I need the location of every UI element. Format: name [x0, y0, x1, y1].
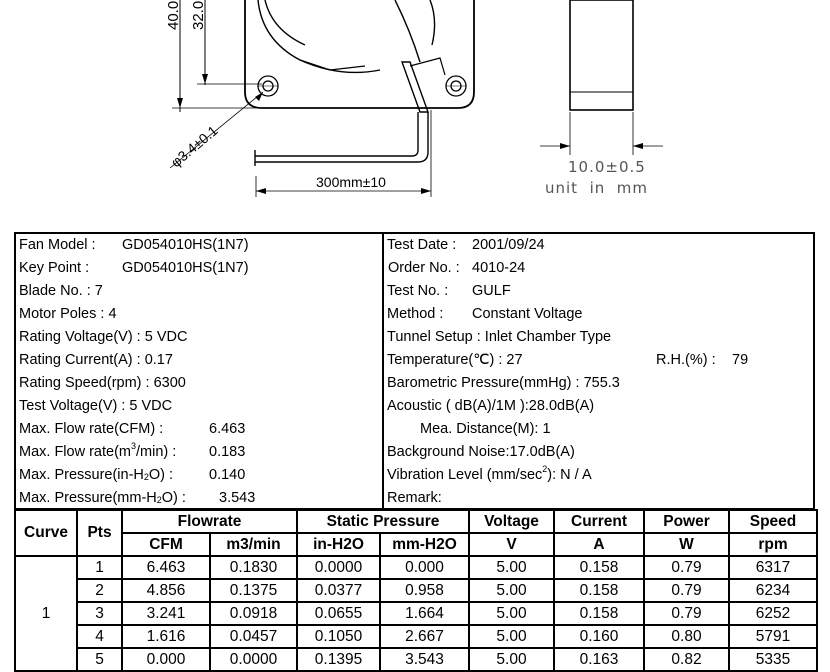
spec-label: Test No. :: [387, 283, 449, 299]
spec-value: Constant Voltage: [472, 306, 583, 322]
spec-label: Tunnel Setup : Inlet Chamber Type: [387, 329, 612, 345]
spec-label: Background Noise:17.0dB(A): [387, 444, 575, 460]
spec-row: [16, 257, 382, 280]
spec-row: [384, 418, 813, 441]
spec-extra-label: R.H.(%) :: [656, 352, 716, 368]
table-cell: 0.0377: [297, 579, 380, 602]
spec-panel: [14, 232, 815, 510]
spec-row: [384, 395, 813, 418]
table-cell: 0.79: [644, 556, 729, 579]
spec-row: [384, 280, 813, 303]
spec-label: Method :: [387, 306, 444, 322]
spec-value: 2001/09/24: [472, 237, 545, 253]
table-cell: 0.0000: [210, 648, 297, 671]
spec-label: Max. Flow rate(CFM) :: [19, 421, 164, 437]
dim-height-inner: 32.0: [190, 0, 207, 30]
spec-extra-value: 79: [732, 352, 749, 368]
header-static-pressure: Static Pressure: [297, 510, 469, 533]
table-cell: 2: [77, 579, 122, 602]
spec-label: Order No. :: [388, 260, 460, 276]
spec-row: [16, 372, 382, 395]
spec-label: Test Voltage(V) : 5 VDC: [19, 398, 173, 414]
table-row: [15, 625, 817, 648]
spec-label: Max. $Pressure(mm-H_2O)$ :: [19, 490, 186, 506]
table-cell: 5.00: [469, 648, 554, 671]
table-cell: 0.1375: [210, 579, 297, 602]
dim-cable-length: 300mm±10: [316, 174, 386, 190]
table-cell: 6252: [729, 602, 817, 625]
header-pts: Pts: [77, 510, 122, 556]
table-cell: 6.463: [122, 556, 210, 579]
header-speed: Speed: [729, 510, 817, 533]
unit-mmh2o: mm-H2O: [380, 533, 469, 556]
spec-row: [384, 372, 813, 395]
header-current: Current: [554, 510, 644, 533]
spec-row: [16, 326, 382, 349]
table-units-row: [15, 533, 817, 556]
spec-label: Key Point :: [19, 260, 90, 276]
dim-height-outer: 40.0: [165, 0, 182, 30]
table-cell: 5.00: [469, 579, 554, 602]
spec-label: Acoustic ( dB(A)/1M ):28.0dB(A): [387, 398, 595, 414]
table-row: [15, 648, 817, 671]
spec-value: 6.463: [209, 421, 246, 437]
table-cell: 0.79: [644, 602, 729, 625]
spec-value: GD054010HS(1N7): [122, 260, 249, 276]
spec-label: Mea. Distance(M): 1: [420, 421, 551, 437]
table-cell: 0.0655: [297, 602, 380, 625]
curve-number: 1: [15, 556, 77, 671]
unit-note: unit in mm: [545, 179, 649, 197]
table-cell: 3: [77, 602, 122, 625]
table-cell: 5.00: [469, 556, 554, 579]
spec-value: GULF: [472, 283, 511, 299]
spec-label: Barometric Pressure(mmHg) : 755.3: [387, 375, 620, 391]
table-cell: 1.664: [380, 602, 469, 625]
table-cell: 0.1395: [297, 648, 380, 671]
spec-row: [384, 326, 813, 349]
table-row: [15, 602, 817, 625]
table-cell: 4.856: [122, 579, 210, 602]
spec-label: Fan Model :: [19, 237, 96, 253]
header-power: Power: [644, 510, 729, 533]
table-cell: 0.160: [554, 625, 644, 648]
spec-row: [384, 303, 813, 326]
table-cell: 0.000: [122, 648, 210, 671]
performance-table: [14, 509, 818, 672]
table-cell: 5791: [729, 625, 817, 648]
spec-label: Temperature(℃) : 27: [387, 352, 523, 368]
table-cell: 5335: [729, 648, 817, 671]
table-cell: 0.163: [554, 648, 644, 671]
table-header-row: [15, 510, 817, 533]
table-cell: 4: [77, 625, 122, 648]
table-cell: 0.0918: [210, 602, 297, 625]
spec-label: Vibration Level $(mm/\sec^2)$: N / A: [387, 464, 592, 483]
spec-row: [16, 487, 382, 510]
table-cell: 0.82: [644, 648, 729, 671]
spec-value: 0.140: [209, 467, 246, 483]
spec-label: Blade No. : 7: [19, 283, 103, 299]
spec-row: [16, 280, 382, 303]
table-cell: 0.1050: [297, 625, 380, 648]
spec-label: Remark:: [387, 490, 442, 506]
table-row: [15, 556, 817, 579]
spec-row: [384, 441, 813, 464]
spec-right-column: [384, 234, 813, 508]
table-row: [15, 579, 817, 602]
spec-left-column: [16, 234, 384, 508]
table-cell: 6317: [729, 556, 817, 579]
unit-cfm: CFM: [122, 533, 210, 556]
spec-label: Motor Poles : 4: [19, 306, 117, 322]
table-cell: 3.543: [380, 648, 469, 671]
table-cell: 1: [77, 556, 122, 579]
spec-label: Rating Speed(rpm) : 6300: [19, 375, 186, 391]
unit-inh2o: in-H2O: [297, 533, 380, 556]
unit-v: V: [469, 533, 554, 556]
table-cell: 5: [77, 648, 122, 671]
spec-value: 4010-24: [472, 260, 526, 276]
spec-row: [16, 303, 382, 326]
spec-row: [16, 234, 382, 257]
spec-row: [16, 395, 382, 418]
spec-row: [384, 257, 813, 280]
table-cell: 1.616: [122, 625, 210, 648]
spec-label: Max. $Pressure(in-H_2O)$ :: [19, 467, 174, 483]
unit-w: W: [644, 533, 729, 556]
unit-rpm: rpm: [729, 533, 817, 556]
spec-label: Rating Current(A) : 0.17: [19, 352, 173, 368]
table-cell: 6234: [729, 579, 817, 602]
spec-label: Rating Voltage(V) : 5 VDC: [19, 329, 188, 345]
spec-label: Test Date :: [387, 237, 457, 253]
table-cell: 5.00: [469, 602, 554, 625]
header-curve: Curve: [15, 510, 77, 556]
table-cell: 2.667: [380, 625, 469, 648]
spec-row: [384, 464, 813, 487]
table-cell: 0.80: [644, 625, 729, 648]
spec-row: [16, 349, 382, 372]
spec-row: [16, 464, 382, 487]
dim-thickness: 10.0±0.5: [568, 158, 646, 176]
table-cell: 0.79: [644, 579, 729, 602]
spec-row: [384, 487, 813, 510]
table-cell: 0.158: [554, 602, 644, 625]
spec-value: GD054010HS(1N7): [122, 237, 249, 253]
spec-value: 0.183: [209, 444, 246, 460]
table-cell: 0.1830: [210, 556, 297, 579]
spec-row: [16, 441, 382, 464]
table-cell: 0.000: [380, 556, 469, 579]
fan-dimension-drawing: [0, 0, 830, 232]
dim-hole-diameter: φ3.4±0.1: [167, 122, 221, 171]
table-cell: 0.158: [554, 556, 644, 579]
table-cell: 0.158: [554, 579, 644, 602]
unit-m3min: m3/min: [210, 533, 297, 556]
table-cell: 0.0000: [297, 556, 380, 579]
spec-value: 3.543: [219, 490, 256, 506]
header-voltage: Voltage: [469, 510, 554, 533]
spec-row: [16, 418, 382, 441]
spec-row: [384, 234, 813, 257]
header-flowrate: Flowrate: [122, 510, 297, 533]
spec-label: Max. Flow $rate(m^3/\min)$ :: [19, 441, 177, 460]
table-cell: 0.0457: [210, 625, 297, 648]
spec-row: [384, 349, 813, 372]
table-cell: 5.00: [469, 625, 554, 648]
unit-a: A: [554, 533, 644, 556]
table-cell: 3.241: [122, 602, 210, 625]
table-cell: 0.958: [380, 579, 469, 602]
